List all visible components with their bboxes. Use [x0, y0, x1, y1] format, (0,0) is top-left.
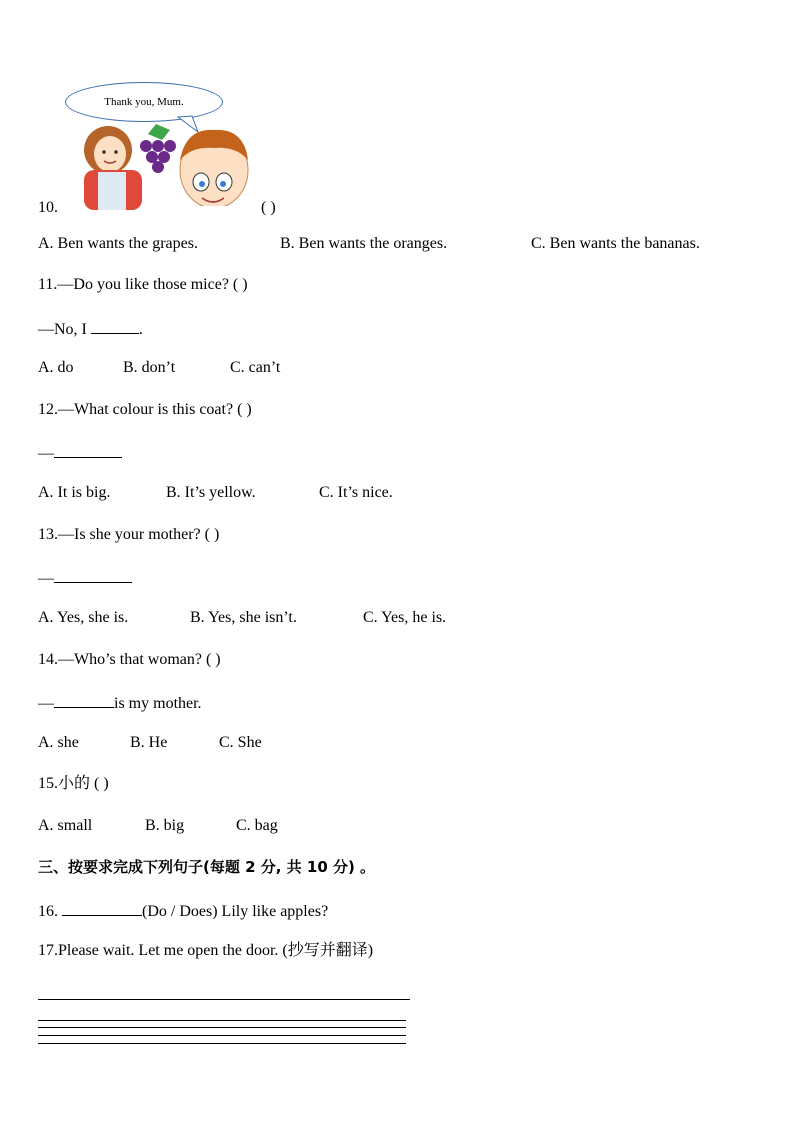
writing-line[interactable]: [38, 1035, 406, 1036]
writing-line[interactable]: [38, 1027, 406, 1028]
q10-option-c: C. Ben wants the bananas.: [531, 235, 700, 252]
q14-option-a: A. she: [38, 734, 79, 751]
q13-option-a: A. Yes, she is.: [38, 609, 129, 626]
q11-answer-blank[interactable]: [91, 317, 139, 334]
question-11-answer: [38, 317, 143, 340]
grapes-icon: [140, 124, 176, 173]
q11-option-a: A. do: [38, 359, 74, 376]
q12-option-a: A. It is big.: [38, 484, 111, 501]
writing-line[interactable]: [38, 999, 410, 1000]
q12-option-c: C. It’s nice.: [319, 484, 393, 501]
speech-bubble-tail: [178, 116, 198, 132]
q11-option-c: C. can’t: [230, 359, 281, 376]
q14-answer-blank[interactable]: [54, 691, 114, 708]
question-10-number: 10.: [38, 199, 58, 216]
q15-option-c: C. bag: [236, 817, 278, 834]
q16-text: (Do / Does) Lily like apples?: [142, 903, 329, 920]
writing-line[interactable]: [38, 1020, 406, 1021]
section-3-title: 三、按要求完成下列句子(每题 2 分, 共 10 分) 。: [38, 858, 376, 876]
q15-option-a: A. small: [38, 817, 93, 834]
question-12-answer: [38, 441, 122, 464]
question-16: [38, 899, 328, 922]
q14-answer-prefix: —: [38, 695, 54, 712]
q13-option-c: C. Yes, he is.: [363, 609, 447, 626]
question-15-prompt: 15.小的 ( ): [38, 775, 109, 792]
q11-option-b: B. don’t: [123, 359, 176, 376]
q11-answer-prefix: —No, I: [38, 321, 91, 338]
question-12-prompt: 12.—What colour is this coat? ( ): [38, 401, 252, 418]
q10-option-a: A. Ben wants the grapes.: [38, 235, 198, 252]
question-13-prompt: 13.—Is she your mother? ( ): [38, 526, 220, 543]
question-11-prompt: 11.—Do you like those mice? ( ): [38, 276, 248, 293]
q13-answer-prefix: —: [38, 570, 54, 587]
q15-option-b: B. big: [145, 817, 185, 834]
q11-answer-suffix: .: [138, 321, 143, 338]
q13-answer-blank[interactable]: [54, 566, 132, 583]
question-14-prompt: 14.—Who’s that woman? ( ): [38, 651, 221, 668]
question-10-paren: ( ): [261, 199, 276, 216]
q16-answer-blank[interactable]: [62, 899, 142, 916]
q14-answer-suffix: is my mother.: [114, 695, 202, 712]
q13-option-b: B. Yes, she isn’t.: [190, 609, 297, 626]
q12-answer-prefix: —: [38, 445, 54, 462]
question-13-answer: [38, 566, 132, 589]
question-10-illustration: [0, 0, 794, 230]
question-17-prompt: 17.Please wait. Let me open the door. (抄写并翻译): [38, 942, 374, 959]
q14-option-b: B. He: [130, 734, 168, 751]
writing-line[interactable]: [38, 1043, 406, 1044]
boy-illustration: [180, 130, 250, 212]
q16-number: 16.: [38, 903, 62, 920]
q12-answer-blank[interactable]: [54, 441, 122, 458]
q12-option-b: B. It’s yellow.: [166, 484, 256, 501]
mother-illustration: [84, 126, 142, 210]
speech-bubble-text: Thank you, Mum.: [104, 96, 184, 108]
question-14-answer: [38, 691, 202, 714]
q14-option-c: C. She: [219, 734, 262, 751]
q10-option-b: B. Ben wants the oranges.: [280, 235, 448, 252]
